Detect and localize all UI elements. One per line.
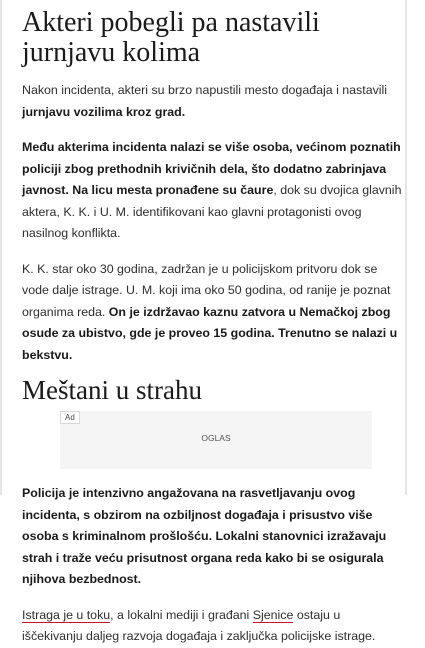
paragraph-suspects	[22, 259, 402, 367]
bold-text: On je izdržavao kaznu zatvora u Nemačkoj zbog osude za ubistvo, gde je proveo 15 godina. Trenutno se nalazi u bekstvu.	[22, 304, 398, 362]
paragraph-police	[22, 483, 402, 591]
sjenica-link[interactable]: Sjenice	[252, 607, 294, 622]
ad-badge: Ad	[60, 411, 80, 424]
investigation-link[interactable]: Istraga je u toku	[22, 607, 111, 622]
right-border-line	[405, 0, 407, 495]
paragraph-investigation	[22, 605, 402, 648]
left-border-line	[0, 0, 2, 495]
bold-text: Policija je intenzivno angažovana na rasvetljavanju ovog incidenta, s obzirom na ozbiljnost događaja i prisustvo više osoba s kriminalnom prošlošću. Lokalni stanovnici izražavaju strah i traže veću prisutnost organa reda kako bi se osigurala njihova bezbednost.	[22, 486, 387, 586]
paragraph-text: , dok su dvojica glavnih aktera, K. K. i U. M. identifikovani kao glavni protagonisti ovog nasilnog konflikta.	[22, 183, 402, 240]
paragraph-text: ostaju u iščekivanju daljeg razvoja događaja i zaključka policijske istrage.	[22, 607, 376, 643]
ad-label: OGLAS	[201, 433, 231, 443]
bold-text: Među akterima incidenta nalazi se više osoba, većinom poznatih policiji zbog prethodnih krivičnih dela, što dodatno zabrinjava javnost. Na licu mesta pronađene su čaure	[22, 140, 401, 197]
bold-text: jurnjavu vozilima kroz grad.	[22, 104, 186, 119]
paragraph-escape	[22, 80, 402, 123]
paragraph-text: K. K. star oko 30 godina, zadržan je u policijskom pritvoru dok se vode dalje istrage. U. M. koji ima oko 50 godina, od ranije je poznat organima reda.	[22, 261, 391, 319]
paragraph-actors	[22, 137, 402, 245]
paragraph-text: , a lokalni mediji i građani	[110, 607, 253, 622]
paragraph-text: Nakon incidenta, akteri su brzo napustili mesto događaja i nastavili	[22, 83, 388, 97]
section-heading: Akteri pobegli pa nastavili jurnjavu kolima	[22, 7, 320, 68]
ad-banner[interactable]	[60, 411, 372, 469]
subheading: Meštani u strahu	[22, 375, 202, 405]
article-body	[22, 0, 402, 648]
